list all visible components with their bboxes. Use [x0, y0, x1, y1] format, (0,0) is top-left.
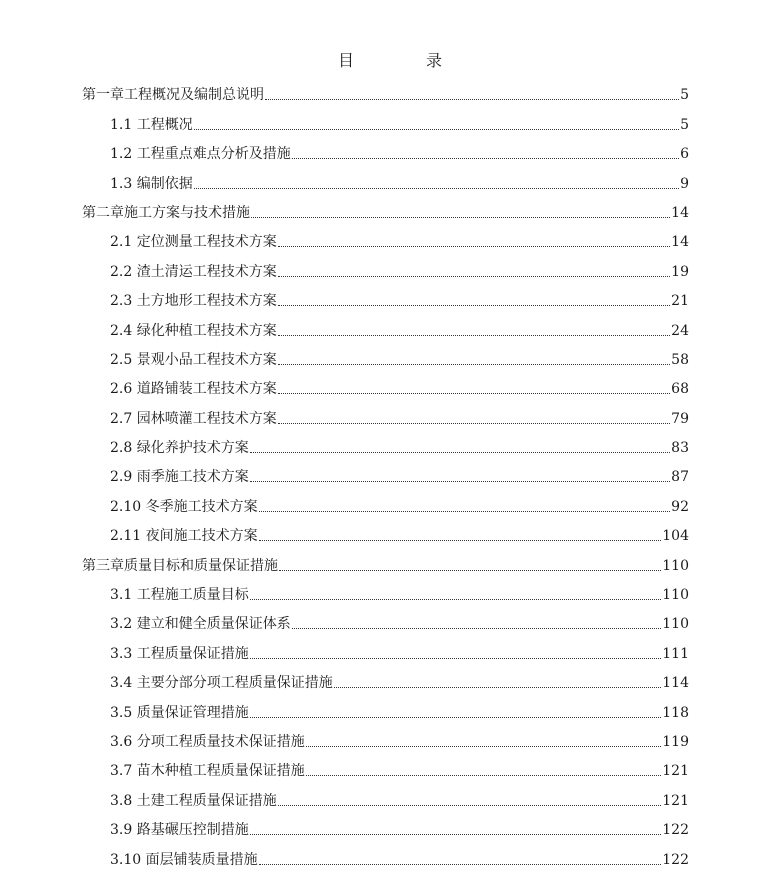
- toc-entry-text: 2.4 绿化种植工程技术方案: [110, 322, 277, 339]
- toc-dot-leader: [334, 686, 662, 688]
- toc-page-number: 118: [662, 704, 689, 721]
- toc-dot-leader: [306, 774, 662, 776]
- toc-dot-leader: [306, 745, 662, 747]
- toc-dot-leader: [278, 304, 670, 306]
- toc-page-number: 83: [671, 440, 689, 457]
- toc-page-number: 111: [662, 645, 689, 662]
- toc-entry-text: 3.3 工程质量保证措施: [110, 645, 249, 662]
- toc-dot-leader: [250, 833, 662, 835]
- toc-section-entry[interactable]: [82, 516, 689, 545]
- toc-page-number: 6: [680, 146, 689, 163]
- toc-entry-text: 3.5 质量保证管理措施: [110, 704, 249, 721]
- toc-section-entry[interactable]: [82, 340, 689, 369]
- toc-entry-text: 2.3 土方地形工程技术方案: [110, 293, 277, 310]
- toc-page-number: 119: [662, 733, 689, 750]
- toc-page-number: 14: [671, 234, 689, 251]
- toc-section-entry[interactable]: [82, 633, 689, 662]
- toc-entry-text: 3.9 路基碾压控制措施: [110, 822, 249, 839]
- toc-section-entry[interactable]: [82, 134, 689, 163]
- toc-dot-leader: [292, 627, 662, 629]
- toc-entry-text: 2.7 园林喷灌工程技术方案: [110, 410, 277, 427]
- toc-section-entry[interactable]: [82, 369, 689, 398]
- toc-dot-leader: [251, 216, 670, 218]
- toc-page-number: 58: [671, 351, 689, 368]
- toc-page-number: 5: [680, 87, 689, 104]
- toc-entry-text: 3.6 分项工程质量技术保证措施: [110, 733, 305, 750]
- toc-dot-leader: [194, 187, 679, 189]
- toc-entry-text: 2.10 冬季施工技术方案: [110, 498, 258, 515]
- toc-entry-text: 2.8 绿化养护技术方案: [110, 440, 249, 457]
- toc-section-entry[interactable]: [82, 486, 689, 515]
- toc-entry-text: 3.2 建立和健全质量保证体系: [110, 616, 291, 633]
- toc-page-number: 5: [680, 116, 689, 133]
- toc-section-entry[interactable]: [82, 457, 689, 486]
- toc-entry-text: 第三章质量目标和质量保证措施: [82, 557, 278, 574]
- toc-entry-text: 1.3 编制依据: [110, 175, 193, 192]
- toc-page-number: 24: [671, 322, 689, 339]
- toc-dot-leader: [278, 245, 670, 247]
- toc-section-entry[interactable]: [82, 281, 689, 310]
- toc-dot-leader: [278, 422, 670, 424]
- toc-entry-text: 第一章工程概况及编制总说明: [82, 87, 264, 104]
- toc-dot-leader: [250, 657, 662, 659]
- toc-dot-leader: [292, 157, 679, 159]
- toc-dot-leader: [259, 510, 671, 512]
- toc-section-entry[interactable]: [82, 751, 689, 780]
- toc-section-entry[interactable]: [82, 310, 689, 339]
- toc-dot-leader: [250, 598, 662, 600]
- toc-page-number: 121: [662, 792, 689, 809]
- toc-page-number: 122: [662, 822, 689, 839]
- toc-page-number: 68: [671, 381, 689, 398]
- toc-entry-text: 3.10 面层铺装质量措施: [110, 851, 258, 868]
- toc-section-entry[interactable]: [82, 428, 689, 457]
- toc-entry-text: 2.2 渣土清运工程技术方案: [110, 263, 277, 280]
- toc-dot-leader: [279, 569, 661, 571]
- toc-title: 目 录: [337, 51, 470, 70]
- toc-chapter-entry[interactable]: [82, 75, 689, 104]
- toc-page-number: 9: [680, 175, 689, 192]
- toc-entry-text: 3.4 主要分部分项工程质量保证措施: [110, 675, 333, 692]
- toc-dot-leader: [250, 451, 670, 453]
- toc-entry-text: 2.1 定位测量工程技术方案: [110, 234, 277, 251]
- toc-list: [82, 75, 689, 869]
- toc-page-number: 92: [671, 498, 689, 515]
- toc-page-number: 110: [662, 616, 689, 633]
- toc-entry-text: 3.7 苗木种植工程质量保证措施: [110, 763, 305, 780]
- toc-section-entry[interactable]: [82, 839, 689, 868]
- toc-section-entry[interactable]: [82, 398, 689, 427]
- toc-page-number: 14: [671, 204, 689, 221]
- toc-page-number: 79: [671, 410, 689, 427]
- toc-section-entry[interactable]: [82, 810, 689, 839]
- toc-page-number: 87: [671, 469, 689, 486]
- toc-dot-leader: [278, 334, 670, 336]
- toc-entry-text: 3.1 工程施工质量目标: [110, 587, 249, 604]
- toc-entry-text: 1.2 工程重点难点分析及措施: [110, 146, 291, 163]
- toc-dot-leader: [278, 392, 670, 394]
- toc-section-entry[interactable]: [82, 722, 689, 751]
- toc-page-number: 104: [662, 528, 689, 545]
- toc-page-number: 122: [662, 851, 689, 868]
- toc-page-number: 21: [671, 293, 689, 310]
- toc-page-number: 121: [662, 763, 689, 780]
- toc-page-number: 114: [662, 675, 689, 692]
- toc-entry-text: 2.9 雨季施工技术方案: [110, 469, 249, 486]
- toc-section-entry[interactable]: [82, 780, 689, 809]
- toc-entry-text: 第二章施工方案与技术措施: [82, 204, 250, 221]
- toc-section-entry[interactable]: [82, 604, 689, 633]
- toc-section-entry[interactable]: [82, 575, 689, 604]
- toc-dot-leader: [194, 128, 679, 130]
- toc-chapter-entry[interactable]: [82, 545, 689, 574]
- toc-dot-leader: [278, 275, 670, 277]
- toc-entry-text: 2.11 夜间施工技术方案: [110, 528, 258, 545]
- toc-dot-leader: [250, 480, 670, 482]
- toc-section-entry[interactable]: [82, 222, 689, 251]
- toc-dot-leader: [259, 539, 662, 541]
- toc-page-number: 110: [662, 587, 689, 604]
- toc-page-number: 19: [671, 263, 689, 280]
- toc-entry-text: 3.8 土建工程质量保证措施: [110, 792, 277, 809]
- toc-section-entry[interactable]: [82, 163, 689, 192]
- toc-chapter-entry[interactable]: [82, 193, 689, 222]
- toc-entry-text: 1.1 工程概况: [110, 116, 193, 133]
- toc-section-entry[interactable]: [82, 663, 689, 692]
- toc-page-number: 110: [662, 557, 689, 574]
- toc-dot-leader: [278, 804, 662, 806]
- toc-section-entry[interactable]: [82, 104, 689, 133]
- toc-dot-leader: [250, 716, 662, 718]
- toc-dot-leader: [278, 363, 670, 365]
- toc-entry-text: 2.6 道路铺装工程技术方案: [110, 381, 277, 398]
- toc-dot-leader: [265, 98, 679, 100]
- toc-section-entry[interactable]: [82, 251, 689, 280]
- toc-entry-text: 2.5 景观小品工程技术方案: [110, 351, 277, 368]
- toc-section-entry[interactable]: [82, 692, 689, 721]
